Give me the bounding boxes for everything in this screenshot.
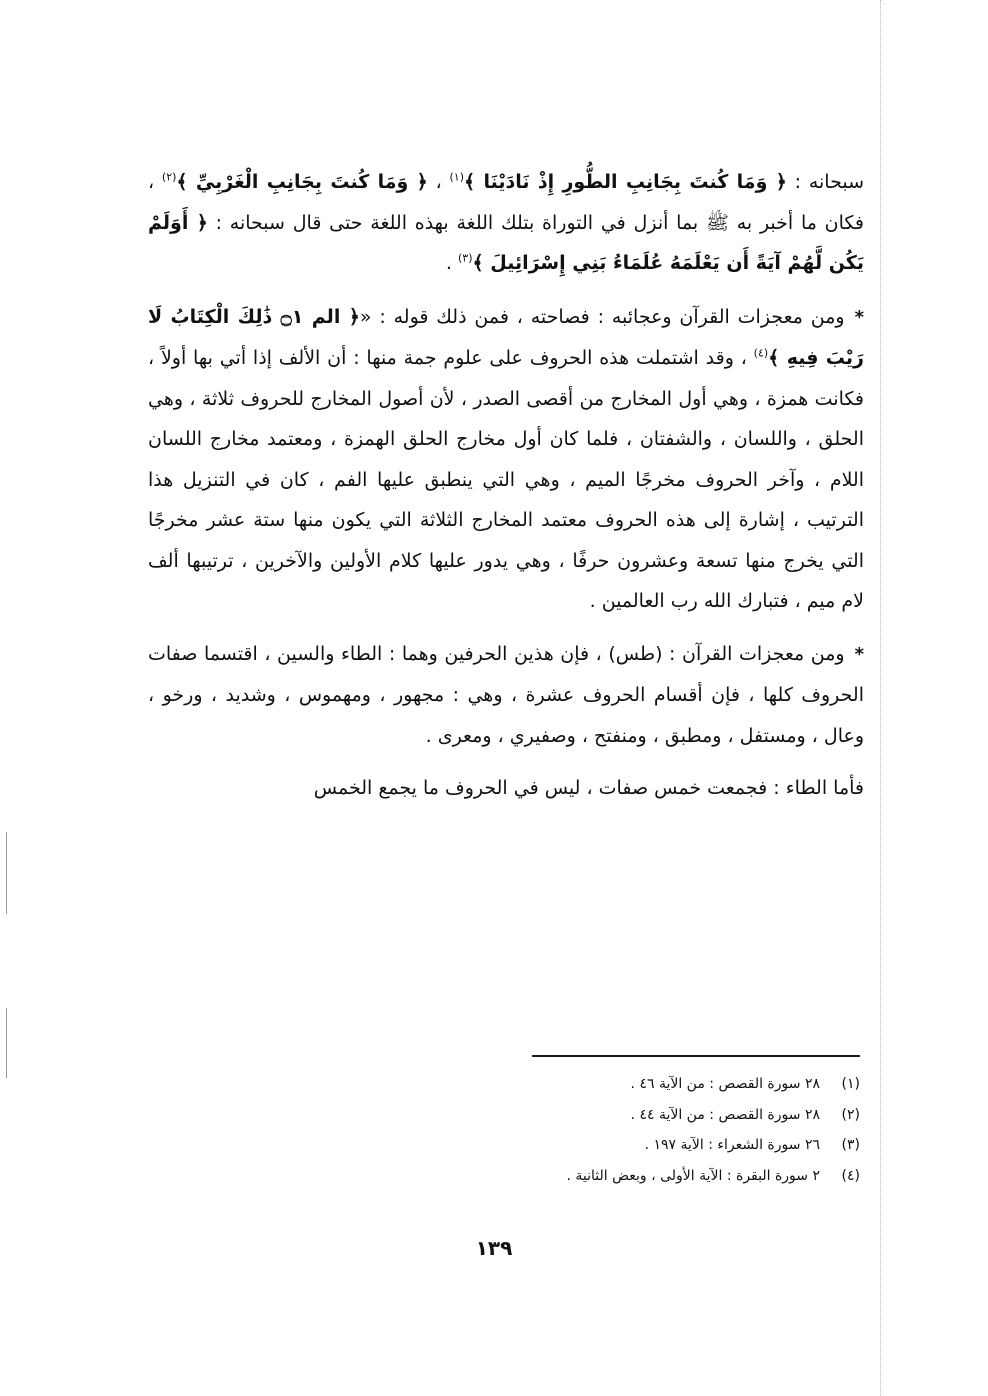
quran-quote: ﴿ وَمَا كُنتَ بِجَانِبِ الْغَرْبِيِّ ﴾ (176, 171, 428, 193)
footnote-number: (١) (841, 1076, 860, 1092)
paragraph-text: ، فكان ما أخبر به ﷺ بما أنزل في التوراة بتلك اللغة بهذه اللغة حتى قال سبحانه : (148, 171, 865, 234)
footnote (400, 1069, 860, 1100)
footnote-text: ٢٨ سورة القصص : من الآية ٤٤ . (630, 1106, 820, 1123)
quran-quote: ﴿ الم ۝١ ذَٰلِكَ الْكِتَابُ لَا رَيْبَ فِيهِ ﴾ (148, 305, 864, 369)
footnote-text: ٢ سورة البقرة : الآية الأولى ، وبعض الثانية . (566, 1167, 820, 1184)
paragraph-text: ، وقد اشتملت هذه الحروف على علوم جمة منها : أن الألف إذا أتي بها أولاً ، فكانت همزة ، وهي أول المخارج من أقصى الصدر ، لأن أصول المخارج للحروف ثلاثة ، وهي الحلق ، واللسان ، والشفتان ، فلما كان أول مخارج الحلق الهمزة ، ومعتمد مخارج اللسان اللام ، وآخر الحروف مخرجًا الميم ، وهي التي ينطبق عليها الفم ، كان في التنزيل هذا الترتيب ، إشارة إلى هذه الحروف معتمد المخارج الثلاثة التي يكون منها ستة عشر مخرجًا التي يخرج منها تسعة وعشرون حرفًا ، وهي يدور عليها كلام الأولين والآخرين ، ترتيبها ألف لام ميم ، فتبارك الله رب العالمين . (148, 347, 864, 612)
footnote (400, 1100, 860, 1131)
footnotes (400, 1069, 860, 1191)
main-text (148, 150, 864, 809)
page-number: ١٣٩ (475, 1236, 513, 1260)
paragraph-text: . (445, 252, 458, 274)
footnote-number: (٤) (841, 1167, 860, 1184)
footnote-separator (532, 1055, 860, 1057)
paragraph (148, 768, 864, 809)
quran-quote: ﴿ أَوَلَمْ يَكُن لَّهُمْ آيَةً أَن يَعْلَمَهُ عُلَمَاءُ بَنِي إِسْرَائِيلَ ﴾ (148, 211, 864, 274)
scan-mark (6, 1008, 7, 1078)
paragraph-text: فأما الطاء : فجمعت خمس صفات ، ليس في الحروف ما يجمع الخمس (313, 777, 864, 799)
paragraph (148, 162, 864, 284)
footnote-reference: (٤) (753, 346, 769, 360)
footnote-reference: (١) (449, 170, 465, 184)
footnote (400, 1161, 860, 1192)
paragraph (148, 634, 864, 757)
footnote-text: ٢٨ سورة القصص : من الآية ٤٦ . (630, 1076, 820, 1092)
footnote (400, 1130, 860, 1161)
scan-dotted-edge (880, 0, 881, 1396)
paragraph-star-marker: * (854, 643, 864, 665)
footnote-text: ٢٦ سورة الشعراء : الآية ١٩٧ . (644, 1137, 820, 1153)
paragraph-text: ، (427, 171, 450, 193)
paragraph-text: ومن معجزات القرآن : (طس) ، فإن هذين الحرفين وهما : الطاء والسين ، اقتسما صفات الحروف كلها ، فإن أقسام الحروف عشرة ، وهي : مجهور ، ومهموس ، وشديد ، ورخو ، وعال ، ومستفل ، ومطبق ، ومنفتح ، وصفيري ، ومعرى . (148, 642, 864, 747)
footnote-number: (٣) (841, 1137, 860, 1153)
scan-mark (6, 832, 7, 914)
paragraph-text: ومن معجزات القرآن وعجائبه : فصاحته ، فمن ذلك قوله : « (359, 305, 845, 328)
paragraph-star-marker: * (854, 306, 864, 328)
paragraph-text: سبحانه : (786, 171, 865, 193)
footnote-reference: (٢) (161, 170, 177, 184)
quran-quote: ﴿ وَمَا كُنتَ بِجَانِبِ الطُّورِ إِذْ نَادَيْنَا ﴾ (464, 171, 787, 193)
footnote-reference: (٣) (457, 251, 473, 265)
paragraph (148, 297, 864, 622)
footnote-number: (٢) (841, 1106, 860, 1123)
